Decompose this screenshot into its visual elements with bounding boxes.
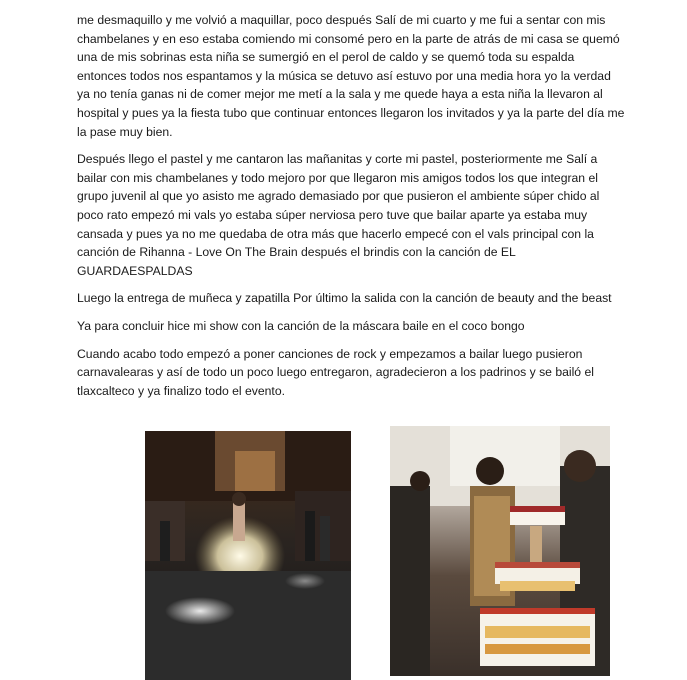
paragraph-4: Ya para concluir hice mi show con la canción de la máscara baile en el coco bongo <box>77 318 525 333</box>
paragraph-2: Después llego el pastel y me cantaron las mañanitas y corte mi pastel, posteriormente me Salí a bailar con mis chambelanes y todo mejoro por que llegaron mis amigos todos los que integran el grupo juvenil al que yo asisto me agrado demasiado por que pusieron el ambiente súper chido al poco rato empezó mi vals yo estaba súper nerviosa pero tuve que bailar aparte ya estaba muy cansada y pues ya no me quedaba de otra más que hacerlo empecé con el vals principal con la canción de Rihanna - Love On The Brain después el brindis con la canción de EL GUARDAESPALDAS <box>77 152 600 278</box>
paragraph-3: Luego la entrega de muñeca y zapatilla Por último la salida con la canción de beauty and the beast <box>77 291 612 306</box>
photo-dance-floor <box>145 431 351 680</box>
document-body <box>77 11 625 409</box>
paragraph-5: Cuando acabo todo empezó a poner canciones de rock y empezamos a bailar luego pusieron carnavalearas y así de todo un poco luego entregaron, agradecieron a los padrinos y se bailó el tlaxcalteco y ya finalizo todo el evento. <box>77 346 594 398</box>
photo-cake <box>390 426 610 676</box>
paragraph-1: me desmaquillo y me volvió a maquillar, poco después Salí de mi cuarto y me fui a sentar con mis chambelanes y en eso estaba comiendo mi consomé pero en la parte de atrás de mi casa se quemó una de mis sobrinas esta niña se sumergió en el perol de caldo y se quemó toda su espalda entonces todos nos espantamos y la música se detuvo así estuvo por una media hora yo la verdad ya no tenía ganas ni de comer mejor me metí a la sala y me quede haya a esta niña la llevaron al hospital y pues ya la fiesta tubo que continuar entonces llegaron los invitados y ya la parte del día me la pase muy bien. <box>77 13 625 139</box>
